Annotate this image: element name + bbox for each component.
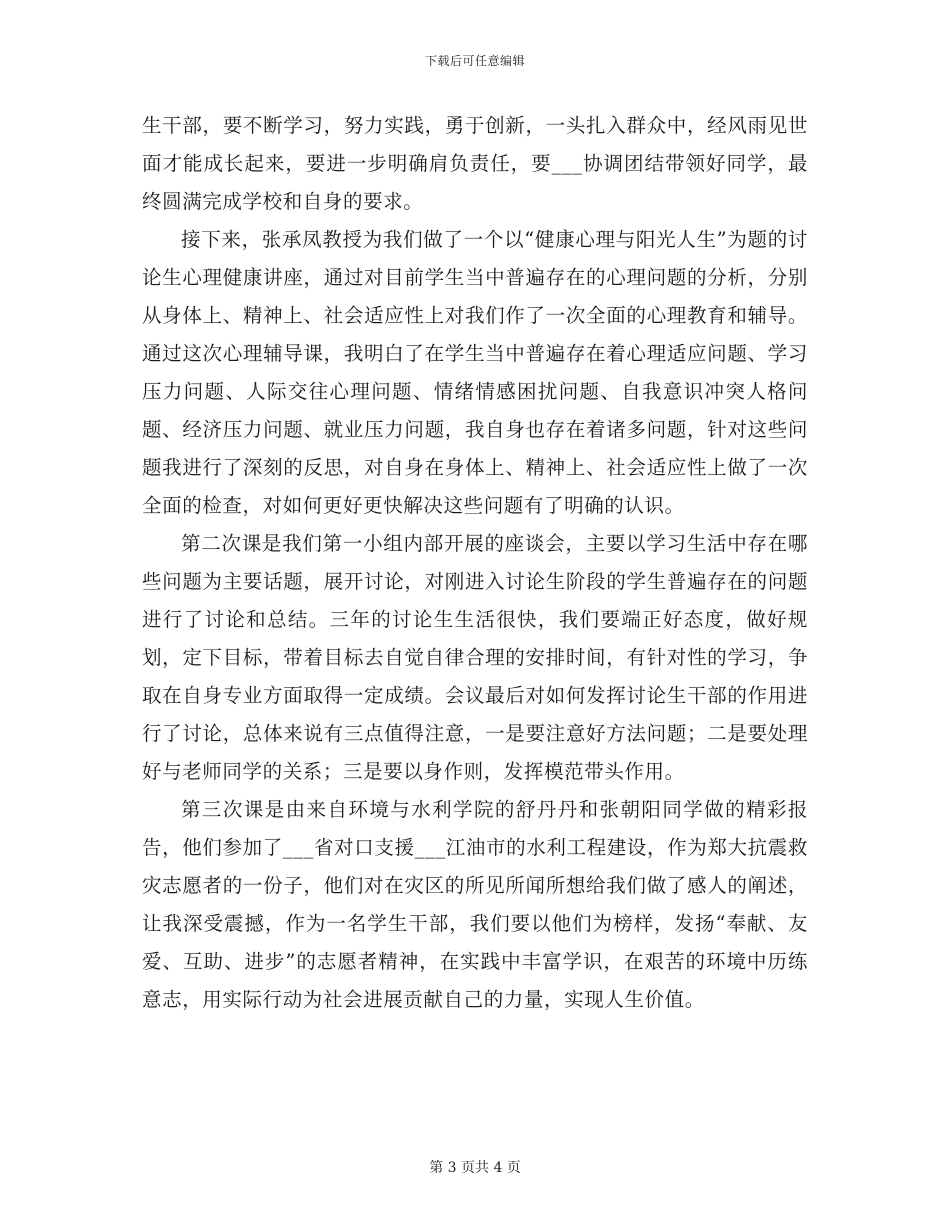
- paragraph-3: 第二次课是我们第一小组内部开展的座谈会，主要以学习生活中存在哪些问题为主要话题，展开讨论，对刚进入讨论生阶段的学生普遍存在的问题进行了讨论和总结。三年的讨论生生活很快，我们要端正好态度，做好规划，定下目标，带着目标去自觉自律合理的安排时间，有针对性的学习，争取在自身专业方面取得一定成绩。会议最后对如何发挥讨论生干部的作用进行了讨论，总体来说有三点值得注意，一是要注意好方法问题；二是要处理好与老师同学的关系；三是要以身作则，发挥模范带头作用。: [142, 532, 808, 783]
- page-header-note: 下载后可任意编辑: [424, 54, 525, 68]
- document-body: [142, 107, 808, 1019]
- paragraph-1: 生干部，要不断学习，努力实践，勇于创新，一头扎入群众中，经风雨见世面才能成长起来，要进一步明确肩负责任，要___协调团结带领好同学，最终圆满完成学校和自身的要求。: [142, 114, 808, 213]
- page-number-footer: 第 3 页共 4 页: [429, 1160, 521, 1176]
- paragraph-4: 第三次课是由来自环境与水利学院的舒丹丹和张朝阳同学做的精彩报告，他们参加了___省对口支援___江油市的水利工程建设，作为郑大抗震救灾志愿者的一份子，他们对在灾区的所见所闻所想给我们做了感人的阐述，让我深受震撼，作为一名学生干部，我们要以他们为榜样，发扬“奉献、友爱、互助、进步”的志愿者精神，在实践中丰富学识，在艰苦的环境中历练意志，用实际行动为社会进展贡献自己的力量，实现人生价值。: [142, 798, 808, 1011]
- paragraph-2: 接下来，张承凤教授为我们做了一个以“健康心理与阳光人生”为题的讨论生心理健康讲座，通过对目前学生当中普遍存在的心理问题的分析，分别从身体上、精神上、社会适应性上对我们作了一次全面的心理教育和辅导。通过这次心理辅导课，我明白了在学生当中普遍存在着心理适应问题、学习压力问题、人际交往心理问题、情绪情感困扰问题、自我意识冲突人格问题、经济压力问题、就业压力问题，我自身也存在着诸多问题，针对这些问题我进行了深刻的反思，对自身在身体上、精神上、社会适应性上做了一次全面的检查，对如何更好更快解决这些问题有了明确的认识。: [142, 228, 808, 517]
